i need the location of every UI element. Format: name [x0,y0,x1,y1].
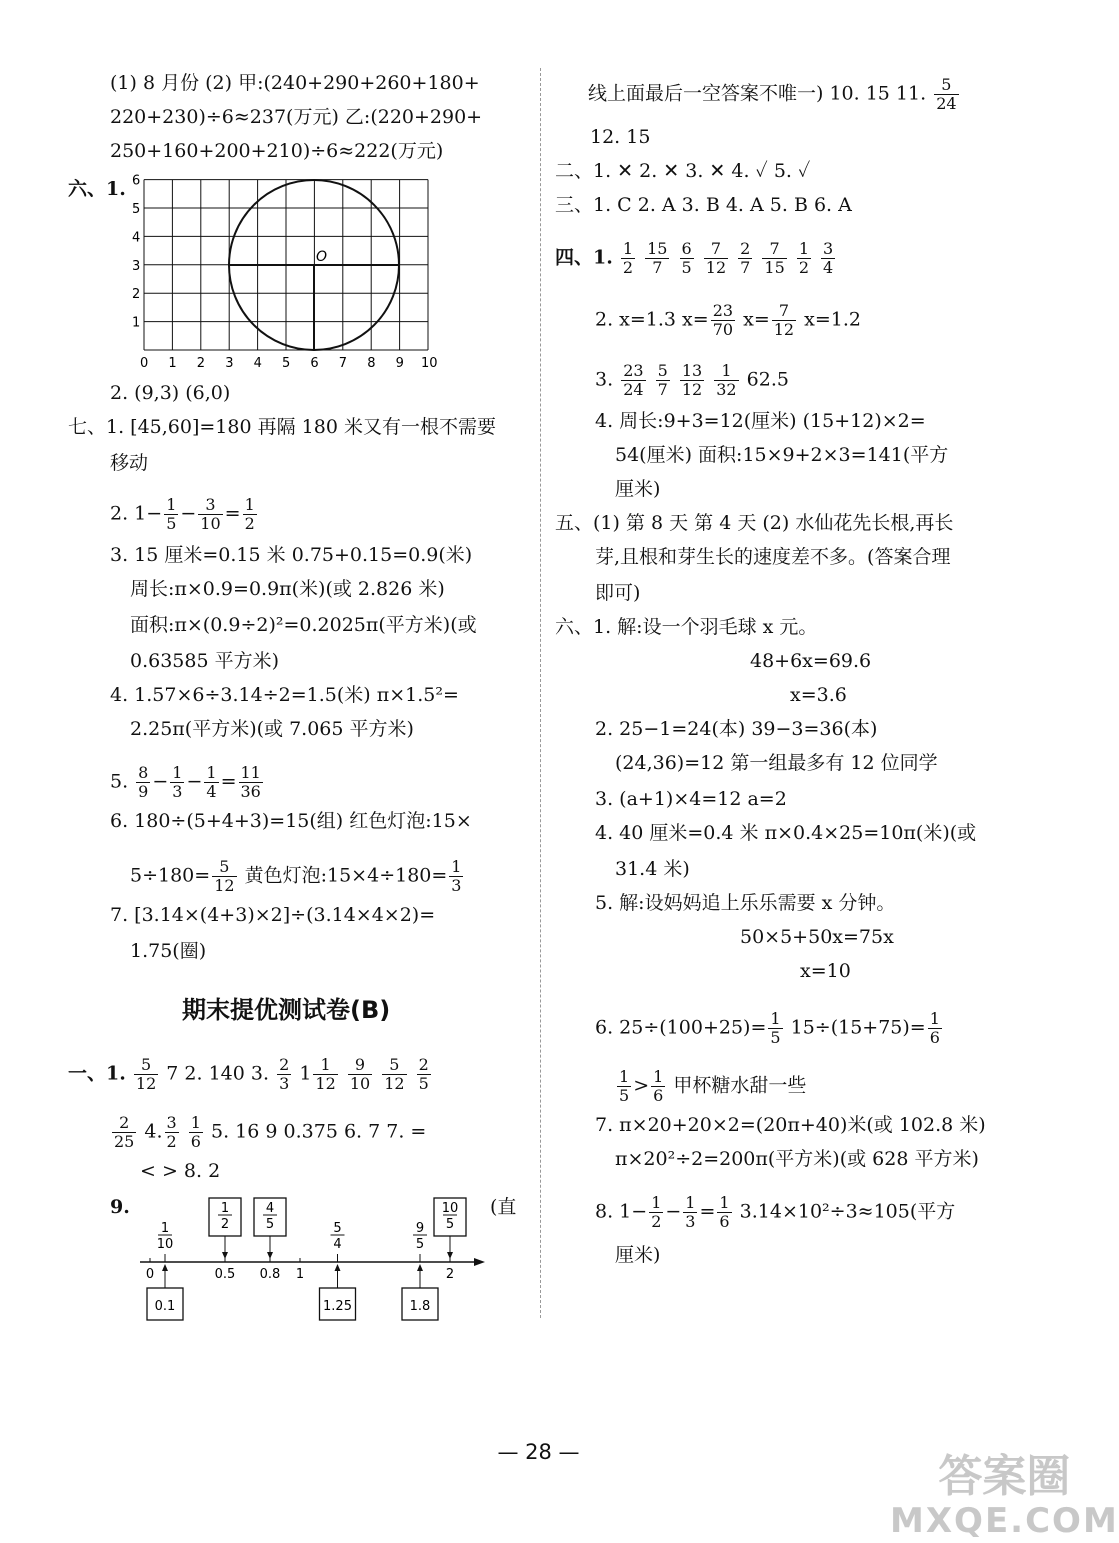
y-tick-label: 5 [132,202,141,217]
section-six-label: 六、1. [68,178,126,200]
coordinate-grid [118,170,448,370]
seven-4a: 4. 1.57×6÷3.14÷2=1.5(米) π×1.5²= [110,684,459,706]
y-tick-label: 4 [132,230,141,246]
x-tick-label: 8 [367,356,376,371]
one-line-2: $\frac{2}{25}$ 4. $\frac{3}{2}$ $\frac{1}{6}$ 5. 16 9 0.375 6. 7 7. = [114,1113,427,1151]
x-tick-label: 10 [421,356,438,371]
x-tick-label: 5 [282,356,291,371]
right-four-4a: 4. 周长:9+3=12(厘米) (15+12)×2= [595,410,926,432]
right-six-6b: $\frac{1}{5}$ > $\frac{1}{6}$ 甲杯糖水甜一些 [619,1067,807,1105]
above-label-den: 5 [415,1237,425,1252]
seven-4b: 2.25π(平方米)(或 7.065 平方米) [130,718,414,740]
box-top-fraction-num: 1 [220,1201,230,1216]
right-line-2: 12. 15 [590,126,651,148]
tick-label: 1 [295,1267,305,1282]
center-label: O [316,249,328,265]
right-six-3: 3. (a+1)×4=12 a=2 [595,788,787,810]
right-six-4b: 31.4 米) [615,858,690,880]
right-four-1: 四、1. $\frac{1}{2}$ $\frac{15}{7}$ $\frac{6}{5}$ $\frac{7}{12}$ $\frac{2}{7}$ $\frac{7}{15}$ $\frac{1}{2}$ $\frac{3}{4}$ [555,239,834,277]
right-six-7b: π×20²÷2=200π(平方米)(或 628 平方米) [615,1148,979,1170]
seven-3d: 0.63585 平方米) [130,650,280,672]
right-four-2: 2. x=1.3 x= $\frac{23}{70}$ x= $\frac{7}{12}$ x=1.2 [595,301,862,339]
x-tick-label: 6 [310,356,319,371]
above-label-num: 1 [160,1221,170,1236]
watermark: 答案圈 MXQE.COM [890,1451,1119,1541]
box-bottom-value: 1.25 [323,1299,352,1314]
x-tick-label: 1 [168,356,177,371]
seven-7a: 7. [3.14×(4+3)×2]÷(3.14×4×2)= [110,904,436,926]
right-five-c: 即可) [595,582,641,604]
box-top-fraction-num: 4 [265,1201,275,1216]
left-line-1: (1) 8 月份 (2) 甲:(240+290+260+180+ [110,72,480,94]
arrow-head [267,1252,273,1259]
tick-label: 0 [145,1267,155,1282]
right-four-4b: 54(厘米) 面积:15×9+2×3=141(平方 [615,444,949,466]
one-line-1: 一、1. $\frac{5}{12}$ 7 2. 140 3. $\frac{2}{3}$ 1 $\frac{1}{12}$ $\frac{9}{10}$ $\frac{5}{12}$ $\frac{2}{5}$ [68,1055,429,1093]
x-tick-label: 3 [225,356,234,371]
nine-tail: (直 [490,1196,517,1218]
page-number: — 28 — [497,1440,580,1464]
x-tick-label: 2 [196,356,206,371]
seven-1b: 移动 [110,452,149,474]
tick-label: 0.8 [259,1267,281,1282]
seven-1a: 七、1. [45,60]=180 再隔 180 米又有一根不需要 [68,416,496,438]
tick-label: 0.5 [214,1267,236,1282]
box-top-fraction-den: 2 [220,1217,230,1232]
right-four-4c: 厘米) [615,478,661,500]
above-label-den: 4 [333,1237,342,1252]
right-six-2a: 2. 25−1=24(本) 39−3=36(本) [595,718,878,740]
left-line-3: 250+160+200+210)÷6≈222(万元) [110,140,444,162]
column-divider [540,68,541,1318]
seven-2: 2. 1− $\frac{1}{5}$ − $\frac{3}{10}$ = $\frac{1}{2}$ [110,495,255,533]
seven-3b: 周长:π×0.9=0.9π(米)(或 2.826 米) [130,578,445,600]
left-line-2: 220+230)÷6≈237(万元) 乙:(220+290+ [110,106,483,128]
x-tick-label: 0 [140,356,149,371]
one-line-3: < > 8. 2 [140,1160,221,1182]
section-title: 期末提优测试卷(B) [182,996,391,1024]
box-top-fraction-den: 5 [445,1217,455,1232]
seven-3c: 面积:π×(0.9÷2)²=0.2025π(平方米)(或 [130,614,477,636]
right-five-a: 五、(1) 第 8 天 第 4 天 (2) 水仙花先长根,再长 [555,512,954,534]
number-line [130,1190,500,1330]
seven-3a: 3. 15 厘米=0.15 米 0.75+0.15=0.9(米) [110,544,473,566]
right-four-3: 3. $\frac{23}{24}$ $\frac{5}{7}$ $\frac{13}{12}$ $\frac{1}{32}$ 62.5 [595,361,789,399]
y-tick-label: 3 [132,258,141,274]
nine-label: 9. [110,1196,130,1218]
right-six-2b: (24,36)=12 第一组最多有 12 位同学 [615,752,938,774]
right-line-1: 线上面最后一空答案不唯一) 10. 15 11. $\frac{5}{24}$ [588,75,957,113]
y-tick-label: 1 [132,315,141,331]
right-six-8b: 厘米) [615,1244,661,1266]
arrow-head [335,1264,341,1271]
y-tick-label: 2 [132,287,141,303]
box-top-fraction-num: 10 [441,1201,459,1216]
box-bottom-value: 1.8 [409,1299,431,1314]
right-six-5c: x=10 [800,960,851,982]
box-top-fraction-den: 5 [265,1217,275,1232]
right-six-1c: x=3.6 [790,684,847,706]
arrow-head [417,1264,423,1271]
right-three: 三、1. C 2. A 3. B 4. A 5. B 6. A [555,194,852,216]
box-bottom-value: 0.1 [154,1299,176,1314]
six-2: 2. (9,3) (6,0) [110,382,231,404]
right-six-8: 8. 1− $\frac{1}{2}$ − $\frac{1}{3}$ = $\frac{1}{6}$ 3.14×10²÷3≈105(平方 [595,1193,956,1231]
right-five-b: 芽,且根和芽生长的速度差不多。(答案合理 [595,546,951,568]
arrow-head [222,1252,228,1259]
right-six-1a: 六、1. 解:设一个羽毛球 x 元。 [555,616,818,638]
above-label-num: 5 [333,1221,342,1236]
right-six-1b: 48+6x=69.6 [750,650,872,672]
right-six-4a: 4. 40 厘米=0.4 米 π×0.4×25=10π(米)(或 [595,822,977,844]
seven-6b: 5÷180= $\frac{5}{12}$ 黄色灯泡:15×4÷180= $\frac{1}{3}$ [130,857,462,895]
arrow-head [162,1264,168,1271]
above-label-den: 10 [156,1237,174,1252]
arrow-head [447,1252,453,1259]
y-tick-label: 6 [132,173,141,189]
seven-5: 5. $\frac{8}{9}$ − $\frac{1}{3}$ − $\frac{1}{4}$ = $\frac{11}{36}$ [110,763,261,801]
tick-label: 2 [445,1267,455,1282]
seven-7b: 1.75(圈) [130,940,207,962]
right-six-5a: 5. 解:设妈妈追上乐乐需要 x 分钟。 [595,892,896,914]
x-tick-label: 4 [253,356,262,371]
seven-6a: 6. 180÷(5+4+3)=15(组) 红色灯泡:15× [110,810,472,832]
x-tick-label: 9 [395,356,404,371]
above-label-num: 9 [415,1221,425,1236]
x-tick-label: 7 [338,356,348,371]
right-two: 二、1. ✕ 2. ✕ 3. ✕ 4. ✓ 5. ✓ [555,160,811,182]
right-six-6a: 6. 25÷(100+25)= $\frac{1}{5}$ 15÷(15+75)= $\frac{1}{6}$ [595,1009,940,1047]
right-six-7a: 7. π×20+20×2=(20π+40)米(或 102.8 米) [595,1114,986,1136]
right-six-5b: 50×5+50x=75x [740,926,894,948]
